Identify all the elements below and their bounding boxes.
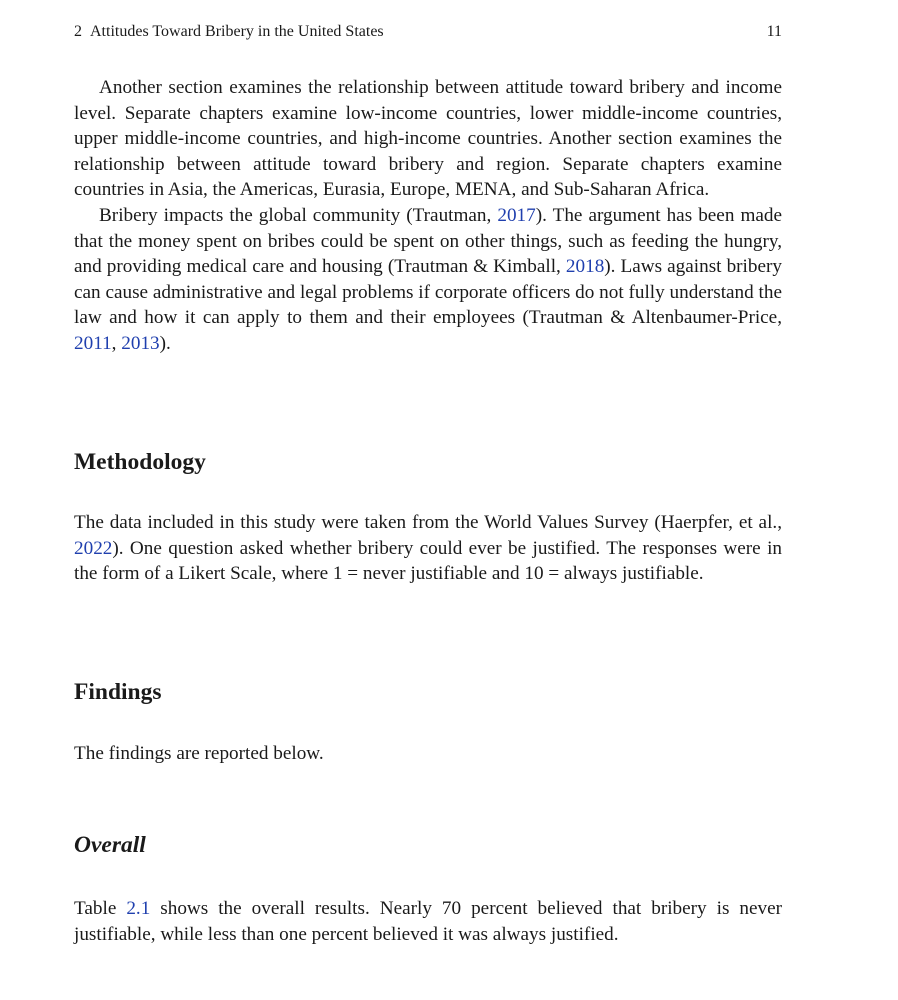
text-run: shows the overall results. Nearly 70 percent believed that bribery is never justifiable, while less than one percent believed it was always justified. [74, 898, 782, 945]
intro-paragraph-2 [74, 203, 782, 357]
text-run: ). One question asked whether bribery could ever be justified. The responses were in the form of a Likert Scale, where 1 = never justifiable and 10 = always justifiable. [74, 537, 782, 585]
citation-link[interactable]: 2018 [565, 256, 605, 278]
text-run: ). Laws against bribery can cause administrative and legal problems if corporate officers do not fully understand the law and how it can apply to them and their employees (Trautman & Altenbaumer-Price, [74, 256, 782, 329]
text-run: ). [159, 332, 171, 354]
overall-section [74, 896, 782, 947]
methodology-paragraph [74, 510, 782, 587]
findings-section [74, 741, 782, 767]
intro-paragraph-1: Another section examines the relationship between attitude toward bribery and income level. Separate chapters examine low-income countries, lower middle-income countries, upper middle-income countries, and high-income countries. Another section examines the relationship between attitude toward bribery and region. Separate chapters examine countries in Asia, the Americas, Eurasia, Europe, MENA, and Sub-Saharan Africa. [74, 77, 782, 201]
text-run: Bribery impacts the global community (Trautman, [99, 204, 498, 226]
citation-link[interactable]: 2022 [74, 537, 113, 559]
overall-paragraph [74, 896, 782, 947]
citation-link[interactable]: 2013 [121, 332, 160, 354]
chapter-number: 2 [74, 23, 82, 40]
chapter-title: Attitudes Toward Bribery in the United States [90, 23, 384, 40]
citation-link[interactable]: 2017 [497, 204, 536, 226]
overall-heading: Overall [74, 832, 146, 858]
table-reference-link[interactable]: 2.1 [126, 898, 151, 919]
findings-paragraph: The findings are reported below. [74, 743, 324, 764]
text-run: The data included in this study were taken from the World Values Survey (Haerpfer, et al., [74, 512, 782, 533]
findings-heading: Findings [74, 679, 162, 705]
intro-section [74, 75, 782, 357]
methodology-section [74, 510, 782, 587]
page-number: 11 [766, 23, 782, 40]
text-run: , [111, 332, 122, 354]
text-run: ). The argument has been made that the money spent on bribes could be spent on other things, such as feeding the hungry, and providing medical care and housing (Trautman & Kimball, [74, 204, 782, 278]
running-head [74, 21, 782, 43]
text-run: Table [74, 898, 127, 919]
methodology-heading: Methodology [74, 449, 206, 475]
citation-link[interactable]: 2011 [74, 332, 112, 354]
